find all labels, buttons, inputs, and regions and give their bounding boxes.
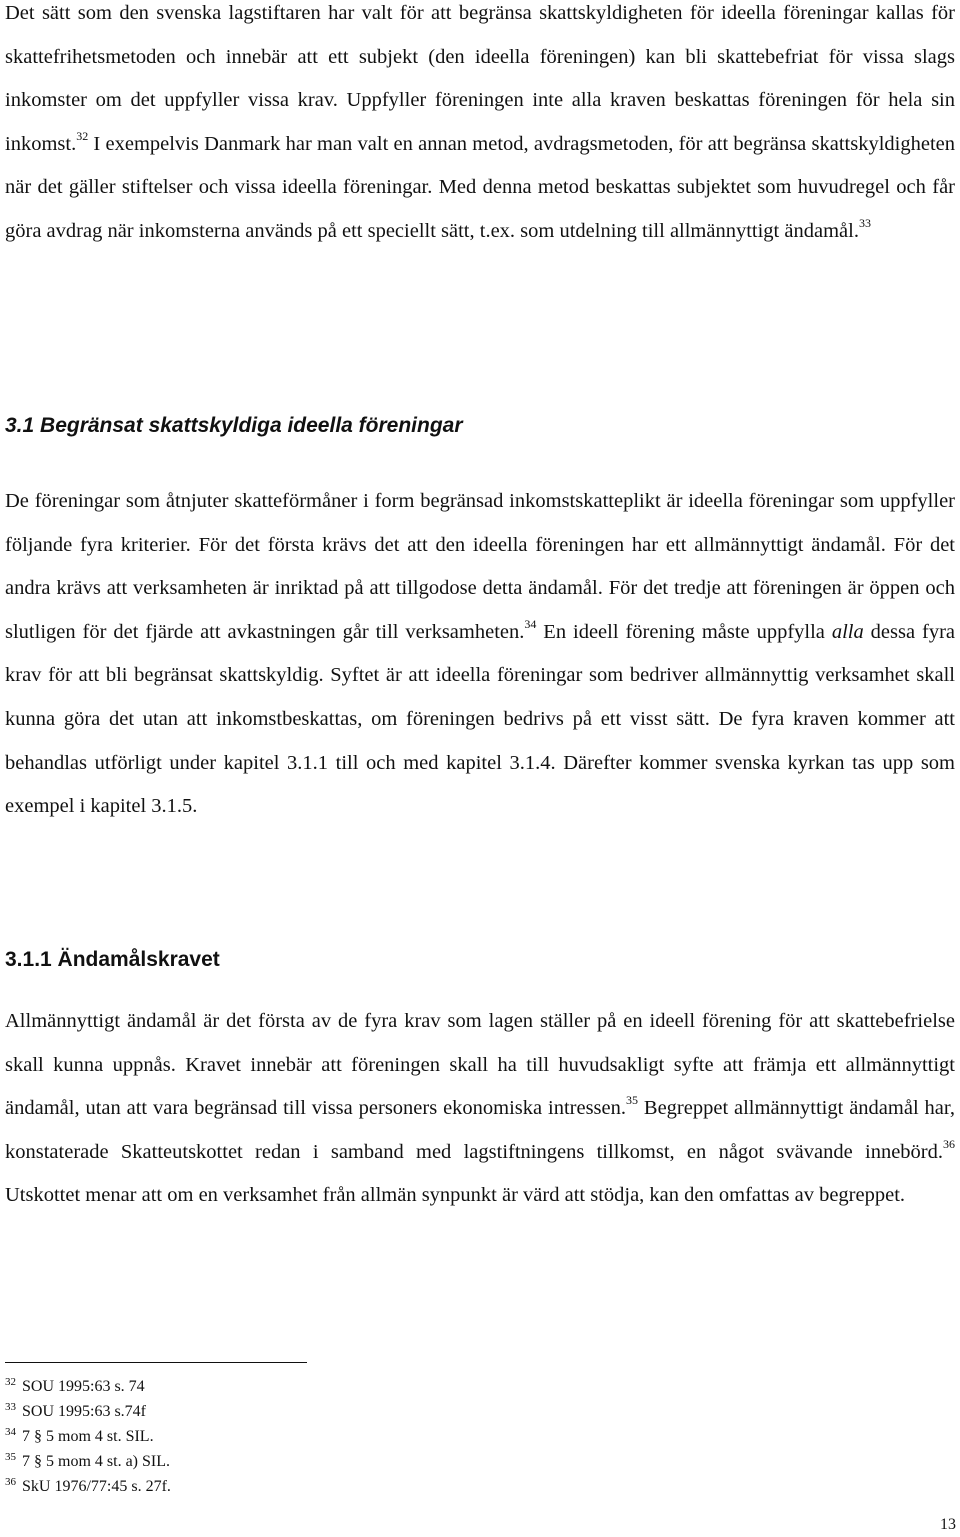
footnote-text: 7 § 5 mom 4 st. a) SIL. [22, 1453, 170, 1470]
footnote-number: 35 [5, 1451, 16, 1463]
footnote-text: 7 § 5 mom 4 st. SIL. [22, 1428, 154, 1445]
footnote-ref-36[interactable]: 36 [943, 1136, 955, 1151]
page-number: 13 [940, 1516, 956, 1533]
footnote-text: SOU 1995:63 s.74f [22, 1403, 147, 1420]
footnote-list [5, 1375, 171, 1500]
footnote-ref-32[interactable]: 32 [76, 128, 89, 143]
section-3-1-text-a: De föreningar som åtnjuter skatteförmåner i form begränsad inkomstskatteplikt är ideella föreningar som uppfyller följande fyra kriterier. För det första krävs det att den ideella föreningen har ett allmännyttigt ändamål. För det andra krävs att verksamheten är inriktad på att tillgodose detta ändamål. För det tredje att föreningen är öppen och slutligen för det fjärde att avkastningen går till verksamheten. [5, 490, 955, 643]
footnote-ref-35[interactable]: 35 [626, 1093, 639, 1108]
intro-text-continued: I exempelvis Danmark har man valt en annan metod, avdragsmetoden, för att begränsa skattskyldigheten när det gäller stiftelser och vissa ideella föreningar. Med denna metod beskattas subjektet som huvudregel och får göra avdrag när inkomsterna används på ett speciellt sätt, t.ex. som utdelning till allmännyttigt ändamål. [5, 132, 955, 242]
section-3-1-1-text-a: Allmännyttigt ändamål är det första av de fyra krav som lagen ställer på en ideell förening för att skattebefrielse skall kunna uppnås. Kravet innebär att föreningen skall ha till huvudsakligt syfte att främja ett allmännyttigt ändamål, utan att vara begränsad till vissa personers ekonomiska intressen. [5, 1010, 955, 1120]
footnote-text: SkU 1976/77:45 s. 27f. [22, 1478, 171, 1495]
footnote-number: 33 [5, 1401, 16, 1413]
footnote-ref-34[interactable]: 34 [524, 616, 537, 631]
intro-text: Det sätt som den svenska lagstiftaren har valt för att begränsa skattskyldigheten för ideella föreningar kallas för skattefrihetsmetoden och innebär att ett subjekt (den ideella föreningen) kan bli skattebefriat för vissa slags inkomster om det uppfyller vissa krav. Uppfyller föreningen inte alla kraven beskattas föreningen för hela sin inkomst. [5, 2, 955, 155]
footnote-separator [5, 1362, 307, 1363]
section-3-1-text-b: En ideell förening måste uppfylla [536, 620, 832, 643]
paragraph-section-3-1 [5, 480, 955, 829]
emphasis-alla: alla [831, 620, 864, 643]
heading-section-3-1-1: 3.1.1 Ändamålskravet [5, 948, 220, 971]
paragraph-intro [5, 0, 955, 254]
footnote-item [5, 1450, 171, 1475]
footnote-text: SOU 1995:63 s. 74 [22, 1378, 145, 1395]
footnote-item [5, 1475, 171, 1500]
footnote-number: 34 [5, 1426, 16, 1438]
footnote-item [5, 1400, 171, 1425]
section-3-1-1-text-c: Utskottet menar att om en verksamhet från allmän synpunkt är värd att stödja, kan den omfattas av begreppet. [5, 1184, 906, 1207]
section-3-1-1-text-b: Begreppet allmännyttigt ändamål har, konstaterade Skatteutskottet redan i samband med lagstiftningens tillkomst, en något svävande innebörd. [5, 1097, 955, 1163]
footnote-number: 32 [5, 1376, 16, 1388]
footnote-number: 36 [5, 1476, 16, 1488]
section-3-1-text-c: dessa fyra krav för att bli begränsat skattskyldig. Syftet är att ideella föreningar som bedriver allmännyttig verksamhet skall kunna göra det utan att inkomstbeskattas, om föreningen bedrivs på ett visst sätt. De fyra kraven kommer att behandlas utförligt under kapitel 3.1.1 till och med kapitel 3.1.4. Därefter kommer svenska kyrkan tas upp som exempel i kapitel 3.1.5. [5, 620, 956, 818]
heading-section-3-1: 3.1 Begränsat skattskyldiga ideella föreningar [5, 414, 463, 437]
paragraph-section-3-1-1 [5, 1000, 955, 1218]
footnote-item [5, 1375, 171, 1400]
footnote-ref-33[interactable]: 33 [858, 216, 871, 231]
footnote-item [5, 1425, 171, 1450]
